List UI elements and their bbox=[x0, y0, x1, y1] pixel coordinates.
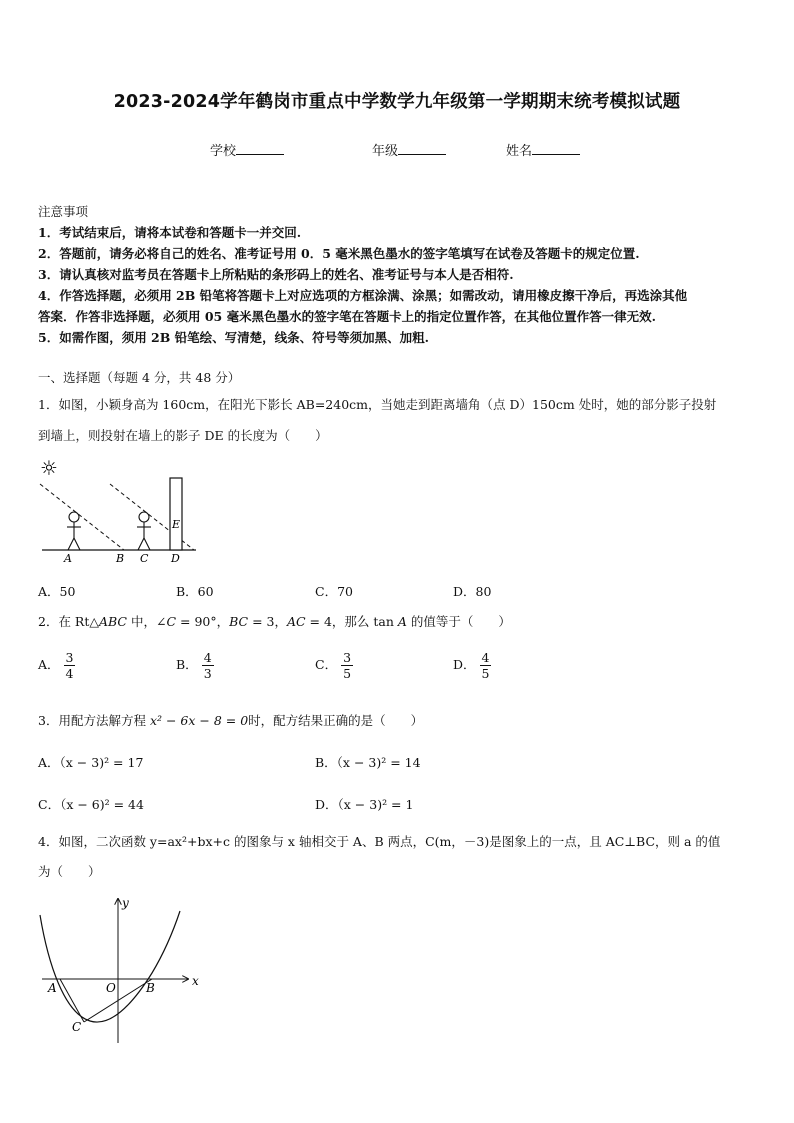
q1-figure bbox=[36, 458, 206, 568]
q2-option-b[interactable] bbox=[176, 650, 214, 681]
label-B: B bbox=[116, 552, 125, 565]
q2-stem-angle: 中，∠ bbox=[127, 614, 167, 629]
label-A: A bbox=[48, 981, 57, 995]
q1-option-c[interactable]: C．70 bbox=[315, 584, 353, 599]
q2-option-c[interactable] bbox=[315, 650, 353, 681]
q3-stem-pre: 3．用配方法解方程 bbox=[38, 713, 150, 728]
q3-option-a[interactable]: A．（x − 3)² = 17 bbox=[38, 755, 144, 770]
school-label: 学校 bbox=[210, 144, 237, 159]
name-field bbox=[506, 140, 580, 159]
wall bbox=[170, 478, 182, 550]
label-B: B bbox=[146, 981, 155, 995]
q1-stem-line2: 到墙上，则投射在墙上的影子 DE 的长度为（ ） bbox=[38, 428, 328, 443]
q2-stem-90: = 90°， bbox=[176, 614, 230, 629]
q2-stem-3: = 3， bbox=[248, 614, 287, 629]
q2-option-a[interactable] bbox=[38, 650, 75, 681]
q1-option-a[interactable]: A．50 bbox=[38, 584, 76, 599]
q3-option-c[interactable]: C．（x − 6)² = 44 bbox=[38, 797, 144, 812]
q2-option-d-label: D． bbox=[453, 657, 476, 672]
label-E: E bbox=[172, 518, 181, 531]
q2-option-c-num: 3 bbox=[343, 650, 352, 665]
q2-option-a-num: 3 bbox=[65, 650, 74, 665]
q2-option-d-num: 4 bbox=[481, 650, 490, 665]
q1-stem-line1: 1．如图，小颖身高为 160cm，在阳光下影长 AB=240cm，当她走到距离墙角（点 D）150cm 处时，她的部分影子投射 bbox=[38, 397, 717, 412]
q2-stem-tan: = 4，那么 tan bbox=[305, 614, 398, 629]
q3-stem-end: 时，配方结果正确的是（ ） bbox=[248, 713, 424, 728]
q2-stem-pre: 2．在 Rt△ bbox=[38, 614, 99, 629]
label-A: A bbox=[64, 552, 72, 565]
q2-angle-a: A bbox=[397, 614, 407, 629]
exam-title: 2023-2024学年鹤岗市重点中学数学九年级第一学期期末统考模拟试题 bbox=[113, 92, 681, 112]
q1-option-d[interactable]: D．80 bbox=[453, 584, 492, 599]
q3-option-d[interactable]: D．（x − 3)² = 1 bbox=[315, 797, 414, 812]
school-field bbox=[210, 140, 284, 159]
grade-label: 年级 bbox=[372, 144, 399, 159]
label-O: O bbox=[106, 981, 116, 995]
q3-equation: x² − 6x − 8 = 0 bbox=[149, 713, 249, 728]
q2-option-b-label: B． bbox=[176, 657, 198, 672]
person-figure-2 bbox=[137, 512, 151, 550]
q2-option-c-fraction bbox=[341, 650, 353, 681]
notice-heading: 注意事项 bbox=[38, 204, 89, 219]
sun-icon: ☼ bbox=[40, 458, 58, 480]
notice-item-1: 1．考试结束后，请将本试卷和答题卡一并交回. bbox=[38, 225, 302, 240]
school-blank bbox=[236, 143, 284, 155]
q2-option-b-den: 3 bbox=[203, 666, 212, 681]
q2-option-a-fraction bbox=[64, 650, 76, 681]
q3-stem bbox=[38, 710, 423, 731]
label-y: y bbox=[122, 896, 129, 910]
section-heading: 一、选择题（每题 4 分，共 48 分） bbox=[38, 370, 241, 385]
label-D: D bbox=[171, 552, 180, 565]
q2-stem bbox=[38, 611, 511, 632]
q2-option-c-den: 5 bbox=[343, 666, 352, 681]
q2-option-d-fraction bbox=[480, 650, 492, 681]
name-label: 姓名 bbox=[506, 144, 533, 159]
q2-option-b-fraction bbox=[202, 650, 214, 681]
q2-option-c-label: C． bbox=[315, 657, 338, 672]
notice-item-2: 2．答题前，请务必将自己的姓名、准考证号用 0．5 毫米黑色墨水的签字笔填写在试卷及答题卡的规定位置. bbox=[38, 246, 640, 261]
q2-option-b-num: 4 bbox=[203, 650, 212, 665]
segment-ac bbox=[60, 979, 84, 1022]
notice-item-4: 4．作答选择题，必须用 2B 铅笔将答题卡上对应选项的方框涂满、涂黑；如需改动，请用橡皮擦干净后，再选涂其他 bbox=[38, 288, 688, 303]
q4-stem-line2: 为（ ） bbox=[38, 864, 101, 879]
q2-side-ac: AC bbox=[286, 614, 306, 629]
q2-option-d[interactable] bbox=[453, 650, 491, 681]
q2-option-a-den: 4 bbox=[65, 666, 74, 681]
sun-ray-1 bbox=[40, 484, 124, 550]
notice-item-3: 3．请认真核对监考员在答题卡上所粘贴的条形码上的姓名、准考证号与本人是否相符. bbox=[38, 267, 514, 282]
person-figure-1 bbox=[67, 512, 81, 550]
q2-option-d-den: 5 bbox=[481, 666, 490, 681]
q2-option-a-label: A． bbox=[38, 657, 60, 672]
q4-figure bbox=[30, 893, 210, 1048]
q2-triangle-name: ABC bbox=[98, 614, 127, 629]
q2-angle-c: C bbox=[166, 614, 177, 629]
grade-blank bbox=[398, 143, 446, 155]
q1-option-b[interactable]: B．60 bbox=[176, 584, 214, 599]
label-x: x bbox=[192, 974, 199, 988]
notice-item-5: 5．如需作图，须用 2B 铅笔绘、写清楚，线条、符号等须加黑、加粗. bbox=[38, 330, 430, 345]
q2-stem-end: 的值等于（ ） bbox=[406, 614, 511, 629]
label-C: C bbox=[140, 552, 149, 565]
q3-option-b[interactable]: B．（x − 3)² = 14 bbox=[315, 755, 421, 770]
grade-field bbox=[372, 140, 446, 159]
q4-stem-line1: 4．如图，二次函数 y=ax²+bx+c 的图象与 x 轴相交于 A、B 两点，C(m，－3)是图象上的一点，且 AC⊥BC，则 a 的值 bbox=[38, 834, 721, 849]
label-C: C bbox=[72, 1020, 82, 1034]
name-blank bbox=[532, 143, 580, 155]
notice-item-4-cont: 答案．作答非选择题，必须用 05 毫米黑色墨水的签字笔在答题卡上的指定位置作答，在其他位置作答一律无效. bbox=[38, 309, 656, 324]
q2-side-bc: BC bbox=[229, 614, 249, 629]
